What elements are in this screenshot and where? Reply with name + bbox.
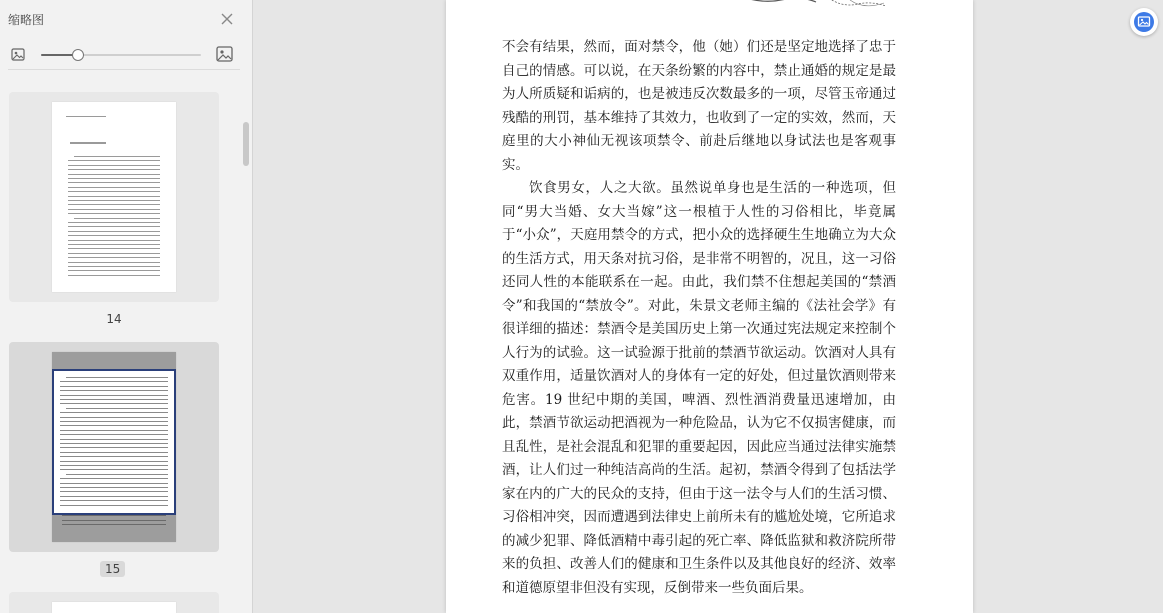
thumbnail-text-line	[68, 187, 160, 188]
document-page	[446, 0, 973, 613]
thumbnail-text-line	[68, 204, 160, 205]
thumbnail-text-line	[68, 257, 160, 258]
image-extract-button[interactable]	[1130, 8, 1158, 36]
thumbnail-sidebar	[0, 0, 253, 613]
thumbnail-text-line	[68, 275, 160, 276]
image-extract-icon	[1134, 12, 1154, 32]
thumbnail-text-line	[60, 505, 168, 506]
thumbnail-text-line	[60, 456, 168, 457]
thumbnail-text-line	[68, 200, 160, 201]
thumbnail-text-line	[68, 222, 160, 223]
thumbnail-text-line	[68, 248, 160, 249]
thumbnail-zoom-control	[0, 44, 253, 66]
thumbnail-text-line	[62, 524, 166, 525]
thumbnail-text-line	[66, 377, 168, 378]
thumbnail-text-line	[60, 434, 168, 435]
thumbnail-text-line	[68, 169, 160, 170]
close-icon[interactable]	[220, 12, 234, 26]
image-small-icon[interactable]	[11, 48, 25, 61]
thumbnail-text-line	[60, 412, 168, 413]
thumbnail-text-line	[60, 395, 168, 396]
thumbnail-text-line	[68, 235, 160, 236]
thumbnail-text-line	[62, 515, 166, 516]
thumbnail-page-image	[52, 102, 176, 292]
thumbnail-heading-line	[70, 142, 106, 144]
thumbnail-header-line	[66, 116, 106, 117]
thumbnail-text-line	[66, 474, 168, 475]
thumbnail-zoom-slider[interactable]	[41, 54, 201, 56]
thumbnail-text-line	[68, 209, 160, 210]
thumbnail-text-line	[68, 244, 160, 245]
thumbnail-text-line	[60, 381, 168, 382]
thumbnail-text-line	[60, 461, 168, 462]
thumbnail-text-line	[62, 520, 166, 521]
thumbnail-page-number: 15	[100, 561, 125, 577]
thumbnail-text-line	[60, 483, 168, 484]
thumbnail-text-line	[68, 191, 160, 192]
thumbnail-text-line	[60, 443, 168, 444]
thumbnail-text-line	[68, 182, 160, 183]
thumbnail-text-line	[60, 496, 168, 497]
thumbnail-text-line	[68, 226, 160, 227]
thumbnail-page-image	[52, 602, 176, 613]
thumbnail-page-14[interactable]	[9, 92, 219, 302]
thumbnail-page-16[interactable]	[9, 592, 219, 613]
sidebar-title: 缩略图	[8, 13, 45, 27]
sidebar-scrollbar[interactable]	[243, 122, 249, 166]
thumbnail-text-line	[60, 469, 168, 470]
thumbnail-text-line	[68, 174, 160, 175]
slider-thumb[interactable]	[72, 49, 84, 61]
thumbnail-text-line	[68, 240, 160, 241]
thumbnail-page-15[interactable]	[9, 342, 219, 552]
thumbnail-text-line	[60, 487, 168, 488]
thumbnail-text-line	[74, 156, 160, 157]
page-decoration-art	[746, 0, 896, 10]
thumbnail-text-line	[68, 231, 160, 232]
thumbnail-text-line	[60, 465, 168, 466]
thumbnail-text-line	[68, 270, 160, 271]
thumbnail-text-line	[60, 417, 168, 418]
sidebar-divider	[8, 69, 240, 70]
thumbnail-text-line	[74, 218, 160, 219]
thumbnail-text-line	[60, 452, 168, 453]
thumbnail-text-line	[66, 408, 168, 409]
thumbnail-text-line	[68, 266, 160, 267]
thumbnail-text-line	[68, 253, 160, 254]
thumbnail-page-number: 14	[106, 312, 122, 326]
thumbnail-text-line	[60, 399, 168, 400]
thumbnail-text-line	[60, 425, 168, 426]
thumbnail-text-line	[60, 491, 168, 492]
paragraph: 不会有结果，然而，面对禁令，他（她）们还是坚定地选择了忠于自己的情感。可以说，在天条纷繁的内容中，禁止通婚的规定是最为人所质疑和诟病的，也是被违反次数最多的一项，尽管玉帝通过残酷的刑罚，基本维持了其效力，也收到了一定的实效，然而，天庭里的大小神仙无视该项禁令、前赴后继地以身试法也是客观事实。	[502, 39, 896, 173]
thumbnail-text-line	[68, 160, 160, 161]
paragraph: 饮食男女，人之大欲。虽然说单身也是生活的一种选项，但同“男大当婚、女大当嫁”这一根植于人性的习俗相比，毕竟属于“小众”，天庭用禁令的方式，把小众的选择硬生生地确立为大众的生活方式，用天条对抗习俗，是非常不明智的，况且，这一习俗还同人性的本能联系在一起。由此，我们禁不住想起美国的“禁酒令”和我国的“禁放令”。对此，朱景文老师主编的《法社会学》有很详细的描述：禁酒令是美国历史上第一次通过宪法规定来控制个人行为的试验。这一试验源于批前的禁酒节欲运动。饮酒对人具有双重作用，适量饮酒对人的身体有一定的好处，但过量饮酒则带来危害。19 世纪中期的美国，啤酒、烈性酒消费量迅速增加，由此，禁酒节欲运动把酒视为一种危险品，认为它不仅损害健康，而且乱性，是社会混乱和犯罪的重要起因，因此应当通过法律实施禁酒，让人们过一种纯洁高尚的生活。起初，禁酒令得到了包括法学家在内的广大的民众的支持，但由于这一法令与人们的生活习惯、习俗相冲突，因而遭遇到法律史上前所未有的尴尬处境，它所追求的减少犯罪、降低酒精中毒引起的死亡率、降低监狱和救济院所带来的负担、改善人们的健康和卫生条件以及其他良好的经济、效率和道德原望非但没有实现，反倒带来一些负面后果。	[502, 180, 896, 596]
thumbnail-text-line	[60, 390, 168, 391]
thumbnail-text-line	[60, 447, 168, 448]
thumbnail-text-line	[68, 196, 160, 197]
thumbnail-text-line	[60, 439, 168, 440]
image-large-icon[interactable]	[216, 46, 233, 62]
thumbnail-text-line	[60, 403, 168, 404]
thumbnail-viewport-indicator[interactable]	[52, 369, 176, 515]
document-viewer[interactable]	[254, 0, 1163, 613]
page-body-text	[502, 36, 896, 600]
thumbnail-text-line	[60, 478, 168, 479]
thumbnail-text-line	[68, 213, 160, 214]
thumbnail-text-line	[68, 165, 160, 166]
thumbnail-text-line	[68, 178, 160, 179]
thumbnail-text-line	[60, 386, 168, 387]
thumbnail-text-line	[68, 262, 160, 263]
thumbnail-text-line	[60, 421, 168, 422]
thumbnail-text-line	[60, 430, 168, 431]
thumbnail-text-line	[60, 500, 168, 501]
